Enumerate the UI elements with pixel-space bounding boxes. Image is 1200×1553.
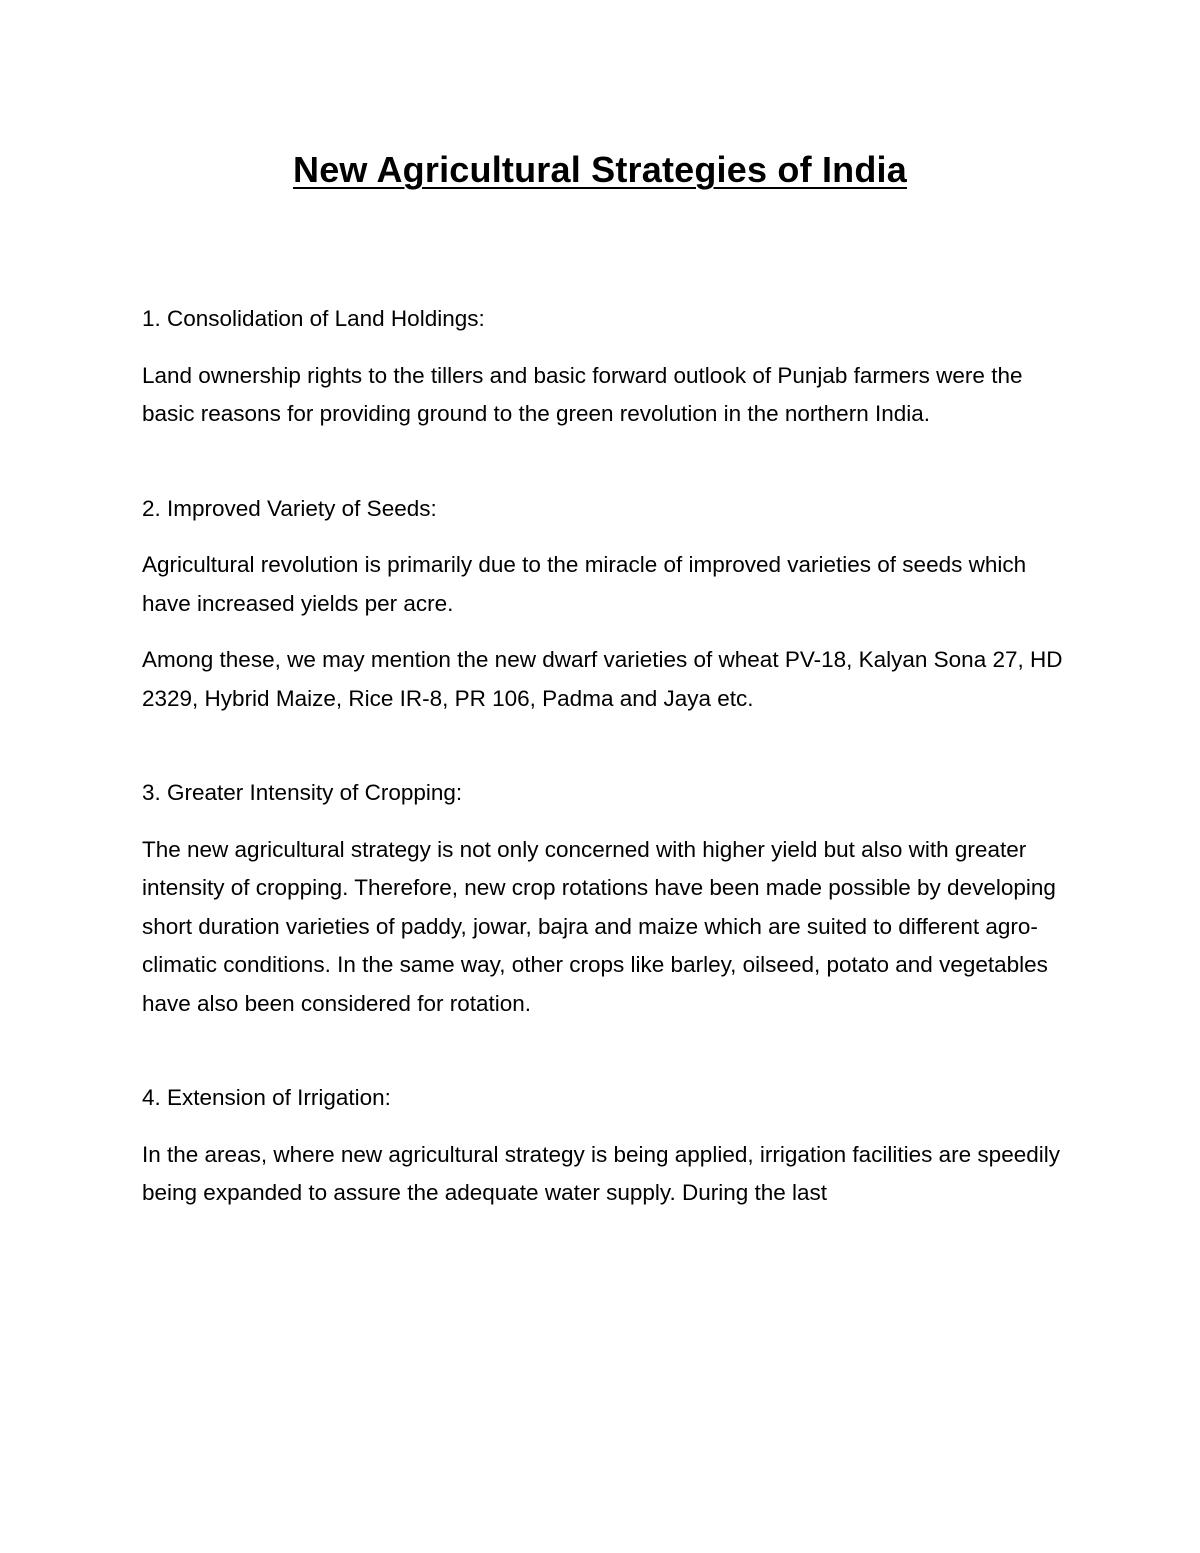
section-heading: 1. Consolidation of Land Holdings:: [142, 306, 485, 331]
section-paragraph: Agricultural revolution is primarily due to the miracle of improved varieties of seeds which have increased yields per acre.: [142, 552, 1027, 616]
document-body: [142, 300, 1072, 1231]
section-paragraph: In the areas, where new agricultural strategy is being applied, irrigation facilities are speedily being expanded to assure the adequate water supply. During the last: [142, 1141, 1060, 1205]
section-paragraph: The new agricultural strategy is not only concerned with higher yield but also with greater intensity of cropping. Therefore, new crop rotations have been made possible by developing short duration varieties of paddy, jowar, bajra and maize which are suited to different agro-climatic conditions. In the same way, other crops like barley, oilseed, potato and vegetables have also been considered for rotation.: [142, 836, 1056, 1016]
section-heading: 2. Improved Variety of Seeds:: [142, 495, 437, 521]
section-greater-intensity-of-cropping: [142, 774, 1072, 1023]
document-title: New Agricultural Strategies of India: [293, 149, 907, 190]
section-consolidation-of-land-holdings: [142, 300, 1072, 434]
section-paragraph: Among these, we may mention the new dwarf varieties of wheat PV-18, Kalyan Sona 27, HD 2329, Hybrid Maize, Rice IR-8, PR 106, Padma and Jaya etc.: [142, 647, 1063, 711]
section-heading: 3. Greater Intensity of Cropping:: [142, 780, 463, 805]
section-paragraph: Land ownership rights to the tillers and basic forward outlook of Punjab farmers were the basic reasons for providing ground to the green revolution in the northern India.: [142, 362, 1023, 426]
section-improved-variety-of-seeds: [142, 490, 1072, 719]
section-heading: 4. Extension of Irrigation:: [142, 1085, 391, 1110]
section-extension-of-irrigation: [142, 1079, 1072, 1213]
